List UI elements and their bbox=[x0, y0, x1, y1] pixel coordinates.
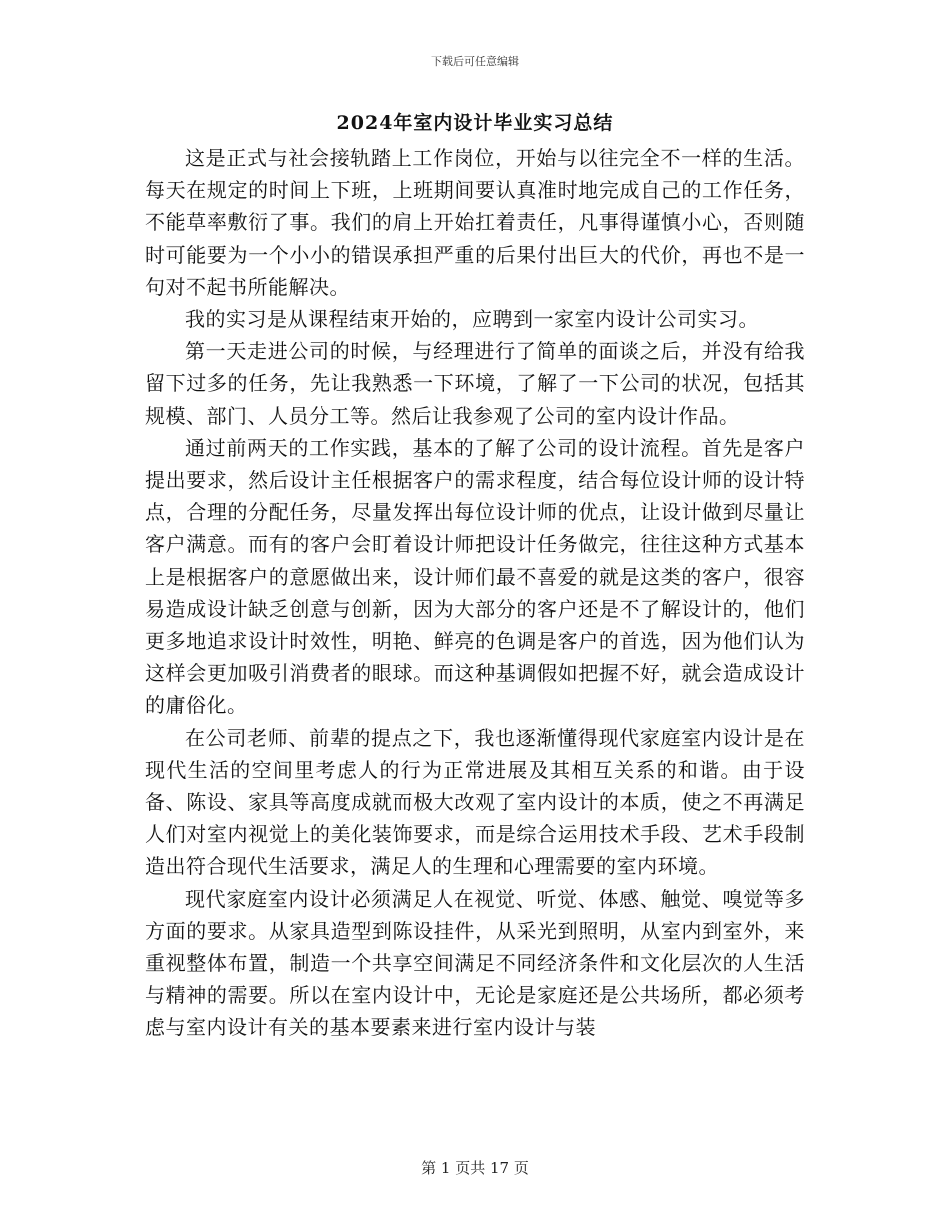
document-title: 2024年室内设计毕业实习总结 bbox=[336, 112, 614, 134]
body-paragraph-6: 现代家庭室内设计必须满足人在视觉、听觉、体感、触觉、嗅觉等多方面的要求。从家具造型到陈设挂件，从采光到照明，从室内到室外，来重视整体布置，制造一个共享空间满足不同经济条件和文化层次的人生活与精神的需要。所以在室内设计中，无论是家庭还是公共场所，都必须考虑与室内设计有关的基本要素来进行室内设计与装 bbox=[145, 886, 805, 1040]
body-paragraph-4: 通过前两天的工作实践，基本的了解了公司的设计流程。首先是客户提出要求，然后设计主任根据客户的需求程度，结合每位设计师的设计特点，合理的分配任务，尽量发挥出每位设计师的优点，让设计做到尽量让客户满意。而有的客户会盯着设计师把设计任务做完，往往这种方式基本上是根据客户的意愿做出来，设计师们最不喜爱的就是这类的客户，很容易造成设计缺乏创意与创新，因为大部分的客户还是不了解设计的，他们更多地追求设计时效性，明艳、鲜亮的色调是客户的首选，因为他们认为这样会更加吸引消费者的眼球。而这种基调假如把握不好，就会造成设计的庸俗化。 bbox=[145, 435, 805, 718]
page-header-note: 下载后可任意编辑 bbox=[431, 55, 519, 68]
body-paragraph-5: 在公司老师、前辈的提点之下，我也逐渐懂得现代家庭室内设计是在现代生活的空间里考虑人的行为正常进展及其相互关系的和谐。由于设备、陈设、家具等高度成就而极大改观了室内设计的本质，使之不再满足人们对室内视觉上的美化装饰要求，而是综合运用技术手段、艺术手段制造出符合现代生活要求，满足人的生理和心理需要的室内环境。 bbox=[145, 725, 805, 879]
body-paragraph-2: 我的实习是从课程结束开始的，应聘到一家室内设计公司实习。 bbox=[185, 307, 759, 332]
page-number: 第 1 页共 17 页 bbox=[421, 1159, 529, 1177]
document-body bbox=[145, 142, 805, 1044]
body-paragraph-3: 第一天走进公司的时候，与经理进行了简单的面谈之后，并没有给我留下过多的任务，先让我熟悉一下环境，了解了一下公司的状况，包括其规模、部门、人员分工等。然后让我参观了公司的室内设计作品。 bbox=[145, 339, 805, 428]
body-paragraph-1: 这是正式与社会接轨踏上工作岗位，开始与以往完全不一样的生活。每天在规定的时间上下班，上班期间要认真准时地完成自己的工作任务，不能草率敷衍了事。我们的肩上开始扛着责任，凡事得谨慎小心，否则随时可能要为一个小小的错误承担严重的后果付出巨大的代价，再也不是一句对不起书所能解决。 bbox=[145, 146, 805, 299]
